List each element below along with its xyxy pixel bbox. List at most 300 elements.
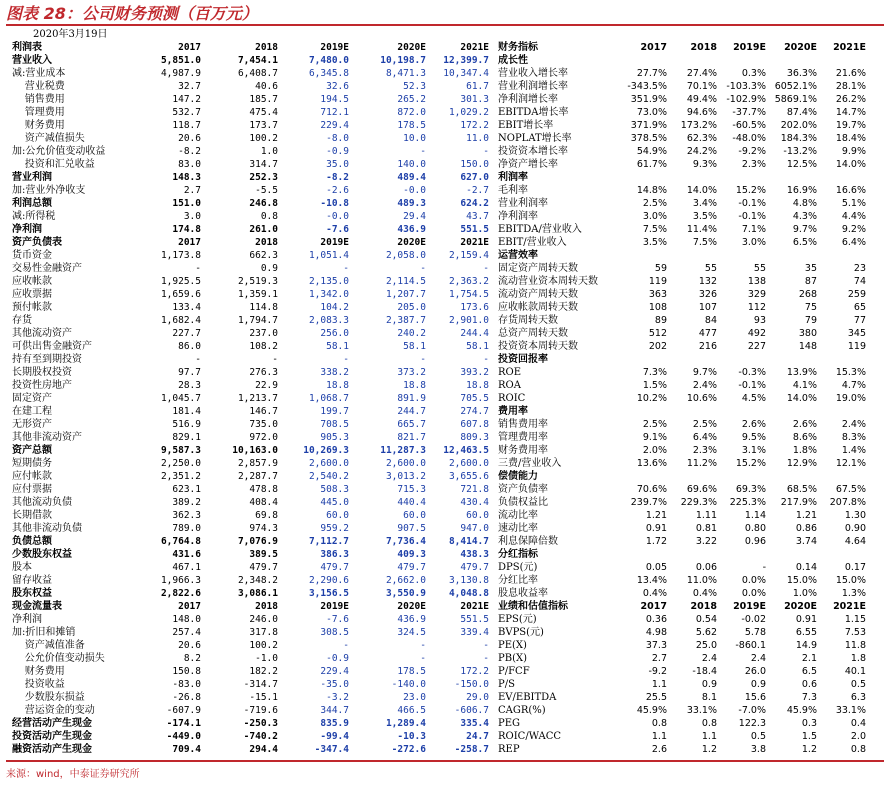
left-table-cell: 7,112.7 (308, 535, 349, 547)
left-table-cell: 2020E (397, 600, 426, 612)
left-table-cell: 7,454.1 (237, 54, 278, 66)
left-table-cell: 274.7 (460, 405, 489, 417)
right-table-cell: 1.15 (844, 613, 866, 625)
left-table-cell: 52.3 (403, 80, 426, 92)
right-table-row (496, 340, 868, 353)
left-table-cell: 2,348.2 (237, 574, 278, 586)
right-table-cell: 1.1 (701, 730, 717, 742)
right-table-cell: -0.1% (738, 379, 766, 391)
left-table-cell: 489.3 (397, 197, 426, 209)
right-table-cell: 14.0% (686, 184, 717, 196)
left-table-cell: -83.0 (172, 678, 201, 690)
right-table-cell (819, 548, 868, 561)
left-table-cell: 2019E (320, 236, 349, 248)
left-table-row (10, 470, 491, 483)
left-table-row (10, 652, 491, 665)
left-table-cell: 227.7 (172, 327, 201, 339)
left-table-cell: -0.0 (403, 184, 426, 196)
right-table-row-label: EBITDA增长率 (498, 106, 569, 118)
right-table-row-label: ROA (498, 379, 521, 391)
right-table-cell: 68.5% (786, 483, 817, 495)
left-table-row (10, 444, 491, 457)
right-table-row-label: EPS(元) (498, 613, 537, 625)
right-table-row (496, 327, 868, 340)
left-table-row-label: 可供出售金融资产 (12, 340, 92, 352)
left-table-cell: -99.4 (320, 730, 349, 742)
right-table-row-label: ROIC/WACC (498, 730, 562, 742)
left-table-row (10, 405, 491, 418)
left-table-cell: 821.7 (397, 431, 426, 443)
left-table-cell: 436.9 (397, 613, 426, 625)
right-table-cell: 108 (648, 301, 667, 313)
right-table-row-label: NOPLAT增长率 (498, 132, 572, 144)
right-table-cell: -0.1% (738, 197, 766, 209)
left-table-cell: -5.5 (255, 184, 278, 196)
right-table-row (496, 249, 868, 262)
left-table-cell: 43.7 (466, 210, 489, 222)
right-table-row (496, 392, 868, 405)
right-table-cell (819, 405, 868, 418)
right-table-cell: 345 (847, 327, 866, 339)
right-table-cell: 23 (853, 262, 866, 274)
right-table-cell (768, 548, 819, 561)
right-table-cell: 0.8 (850, 743, 866, 755)
left-table-cell: 891.9 (397, 392, 426, 404)
left-table-row-label: 利润总额 (12, 197, 52, 209)
right-table-row-label: 流动比率 (498, 509, 538, 521)
left-table-row-label: 投资收益 (12, 678, 65, 690)
right-table-cell: 4.7% (841, 379, 866, 391)
right-table-row-label: 流动资产周转天数 (498, 288, 578, 300)
left-table-cell: -10.8 (320, 197, 349, 209)
right-table-cell: 2018 (690, 600, 717, 612)
left-table-cell: 61.7 (466, 80, 489, 92)
right-table-cell: 4.5% (741, 392, 766, 404)
right-table-row (496, 80, 868, 93)
left-table-cell: 665.7 (397, 418, 426, 430)
right-table-row-label: 管理费用率 (498, 431, 548, 443)
right-table-cell (819, 54, 868, 67)
left-table-cell: 146.7 (249, 405, 278, 417)
left-table-cell: 479.7 (249, 561, 278, 573)
right-table-cell: 13.4% (636, 574, 667, 586)
left-table-cell: 551.5 (460, 613, 489, 625)
left-table-row-label: 留存收益 (12, 574, 52, 586)
right-table-row (496, 262, 868, 275)
right-table-cell: 4.3% (792, 210, 817, 222)
right-table-cell: -103.3% (726, 80, 766, 92)
left-table-row (10, 223, 491, 236)
right-table-cell (669, 405, 719, 418)
right-table-cell: 11.8 (844, 639, 866, 651)
left-table-cell: 436.9 (397, 223, 426, 235)
right-table-cell: 9.7% (692, 366, 717, 378)
left-table-cell: 308.5 (320, 626, 349, 638)
left-table-row-label: 加:公允价值变动收益 (12, 145, 106, 157)
left-table-cell: 1,068.7 (308, 392, 349, 404)
left-table-cell: 58.1 (466, 340, 489, 352)
left-table-cell: 1,794.7 (237, 314, 278, 326)
right-table-cell: 18.4% (835, 132, 866, 144)
left-table-cell: 104.2 (320, 301, 349, 313)
right-table-cell: 3.5% (642, 236, 667, 248)
right-table-row-label: EBITDA/营业收入 (498, 223, 582, 235)
right-table-cell: -9.2% (738, 145, 766, 157)
right-table-cell: 138 (747, 275, 766, 287)
left-table-cell: 114.8 (249, 301, 278, 313)
left-table-cell: 393.2 (460, 366, 489, 378)
left-table-cell: -174.1 (166, 717, 201, 729)
left-table-row-label: 销售费用 (12, 93, 65, 105)
right-table-cell: 69.6% (686, 483, 717, 495)
right-table-cell: 45.9% (786, 704, 817, 716)
right-table-row-label: 投资资本周转天数 (498, 340, 578, 352)
left-table-cell: -8.2 (326, 171, 349, 183)
right-table-cell: -343.5% (627, 80, 667, 92)
right-table-row-label: 费用率 (498, 405, 528, 417)
right-table-row (496, 717, 868, 730)
right-table-row-label: ROE (498, 366, 522, 378)
right-table-cell: 7.1% (741, 223, 766, 235)
left-table-cell: 8.2 (183, 652, 201, 664)
left-table-cell: 431.6 (172, 548, 201, 560)
left-table-row-label: 货币资金 (12, 249, 52, 261)
left-table-row-label: 应收票据 (12, 288, 52, 300)
left-table-cell: 1,207.7 (385, 288, 426, 300)
left-table-cell: 1,682.4 (160, 314, 201, 326)
right-table-row-label: 净利润率 (498, 210, 538, 222)
right-table-cell: 55 (704, 262, 717, 274)
right-table-row-label: DPS(元) (498, 561, 538, 573)
right-table-cell: 1.72 (645, 535, 667, 547)
right-table-cell: 1.21 (795, 509, 817, 521)
left-table-row (10, 93, 491, 106)
right-table-cell: 0.3% (741, 67, 766, 79)
left-table-row (10, 314, 491, 327)
left-table-row-label: 股东权益 (12, 587, 52, 599)
right-table-row-label: 分红比率 (498, 574, 538, 586)
right-table-cell (620, 470, 669, 483)
left-table-cell: -7.6 (326, 613, 349, 625)
left-table-cell: 11,287.3 (380, 444, 426, 456)
right-table-cell: 75 (804, 301, 817, 313)
left-table-cell: 3,013.2 (385, 470, 426, 482)
left-table-cell: 133.4 (172, 301, 201, 313)
right-table-row (496, 366, 868, 379)
right-table-cell: 0.91 (645, 522, 667, 534)
left-table-cell: 445.0 (320, 496, 349, 508)
left-table-cell: 2019E (320, 41, 349, 53)
right-table-cell: 1.2 (801, 743, 817, 755)
left-table-cell: 3,086.1 (237, 587, 278, 599)
right-table-row (496, 470, 868, 483)
left-table-cell: -8.2 (178, 145, 201, 157)
left-table-row (10, 626, 491, 639)
left-table-cell: 373.2 (397, 366, 426, 378)
left-table-cell: 3,130.8 (448, 574, 489, 586)
left-table-cell: 7,736.4 (385, 535, 426, 547)
right-table-cell: 14.8% (636, 184, 667, 196)
right-table-cell: 55 (753, 262, 766, 274)
left-table-row-label: 投资性房地产 (12, 379, 72, 391)
right-table-cell: 1.1 (651, 730, 667, 742)
right-table-row (496, 743, 868, 756)
left-table-cell: 240.2 (397, 327, 426, 339)
right-table-cell (719, 470, 768, 483)
left-table-cell: 1,051.4 (308, 249, 349, 261)
left-table-cell: 18.8 (326, 379, 349, 391)
left-table-cell: 2,822.6 (160, 587, 201, 599)
left-table-cell: 314.7 (249, 158, 278, 170)
right-table-cell: 69.3% (735, 483, 766, 495)
left-table-cell: 301.3 (460, 93, 489, 105)
right-table-cell: 229.3% (680, 496, 717, 508)
right-table-cell (768, 405, 819, 418)
right-table-cell: 0.0% (741, 574, 766, 586)
right-table-cell: 79 (804, 314, 817, 326)
right-table-row (496, 457, 868, 470)
left-table-cell: -607.9 (166, 704, 201, 716)
left-table-cell: 199.7 (320, 405, 349, 417)
right-table-cell: 73.0% (636, 106, 667, 118)
left-table-cell: 1.0 (260, 145, 278, 157)
right-table-cell: 0.17 (844, 561, 866, 573)
left-table-cell: 1,659.6 (160, 288, 201, 300)
right-table-row (496, 548, 868, 561)
right-table-cell: 380 (798, 327, 817, 339)
right-table-cell (768, 54, 819, 67)
right-table-row (496, 730, 868, 743)
right-table-cell (768, 171, 819, 184)
right-table-cell: 2.5% (642, 197, 667, 209)
right-table-cell: 7.5% (692, 236, 717, 248)
left-table-cell: 10,269.3 (303, 444, 349, 456)
left-table-cell: 173.6 (460, 301, 489, 313)
left-table-row-label: 长期股权投资 (12, 366, 72, 378)
right-table-cell: 107 (698, 301, 717, 313)
left-table-row (10, 717, 491, 730)
right-table-row (496, 522, 868, 535)
right-table-cell: 70.1% (686, 80, 717, 92)
left-table-cell: 2021E (460, 41, 489, 53)
right-table-row (496, 67, 868, 80)
left-table-cell: 58.1 (326, 340, 349, 352)
left-table-cell: 335.4 (460, 717, 489, 729)
right-table-cell (620, 249, 669, 262)
left-table-row (10, 535, 491, 548)
left-table-cell: -0.0 (326, 210, 349, 222)
left-table-row (10, 80, 491, 93)
right-table-cell: 112 (747, 301, 766, 313)
left-table-row-label: 减:营业成本 (12, 67, 66, 79)
right-table-cell: 28.1% (835, 80, 866, 92)
right-table-row-label: 净资产增长率 (498, 158, 558, 170)
left-table-cell: -140.0 (391, 678, 426, 690)
right-table-cell: 1.21 (645, 509, 667, 521)
right-table-row-label: PE(X) (498, 639, 527, 651)
right-table-cell: 2.3% (692, 444, 717, 456)
right-table-cell: 3.4% (692, 197, 717, 209)
right-table-cell: 12.9% (786, 457, 817, 469)
right-table-cell (620, 548, 669, 561)
right-table-cell: 27.4% (686, 67, 717, 79)
left-table-cell: 1,029.2 (448, 106, 489, 118)
right-table-cell: -48.0% (732, 132, 766, 144)
right-table-cell: 4.8% (792, 197, 817, 209)
left-table-cell: 4,048.8 (448, 587, 489, 599)
right-table-cell: 14.0% (786, 392, 817, 404)
right-table-cell: 4.98 (645, 626, 667, 638)
right-table-cell: 40.1 (844, 665, 866, 677)
left-table-cell: 339.4 (460, 626, 489, 638)
left-table-row (10, 483, 491, 496)
right-table-row-label: EBIT/营业收入 (498, 236, 567, 248)
right-table-cell: 2019E (733, 41, 766, 53)
right-table-cell: 6.5% (792, 236, 817, 248)
left-table-row (10, 457, 491, 470)
left-table-row-label: 营运资金的变动 (12, 704, 95, 716)
right-table-cell: 351.9% (630, 93, 667, 105)
right-table-cell: 0.9 (701, 678, 717, 690)
left-table-cell: - (420, 353, 426, 365)
left-table-cell: 872.0 (397, 106, 426, 118)
right-table-cell: 36.3% (786, 67, 817, 79)
left-table-row (10, 301, 491, 314)
right-table-cell: 492 (747, 327, 766, 339)
right-table-row-label: CAGR(%) (498, 704, 546, 716)
left-table-cell: 362.3 (172, 509, 201, 521)
right-table-cell: 25.0 (695, 639, 717, 651)
right-table-row (496, 379, 868, 392)
left-table-cell: 721.8 (460, 483, 489, 495)
left-table-row (10, 119, 491, 132)
right-table-cell (819, 353, 868, 366)
right-table-row-label: EBIT增长率 (498, 119, 554, 131)
left-table-cell: 237.0 (249, 327, 278, 339)
left-table-row (10, 41, 491, 54)
left-table-cell: 2,351.2 (160, 470, 201, 482)
left-table-cell: 1,289.4 (385, 717, 426, 729)
right-table-cell: 2.0% (642, 444, 667, 456)
left-table-cell: 252.3 (249, 171, 278, 183)
left-table-cell: -2.7 (466, 184, 489, 196)
left-table-cell: 244.4 (460, 327, 489, 339)
left-table-cell: 907.5 (397, 522, 426, 534)
right-table-row (496, 41, 868, 54)
right-table-cell: 202.0% (780, 119, 817, 131)
left-table-cell: 205.0 (397, 301, 426, 313)
left-table-row-label: 减:所得税 (12, 210, 56, 222)
left-table-cell: 2019E (320, 600, 349, 612)
right-table-row (496, 236, 868, 249)
left-table-cell: 2,135.0 (308, 275, 349, 287)
right-table-row (496, 54, 868, 67)
left-table-cell: 1,342.0 (308, 288, 349, 300)
left-table-cell: 2,662.0 (385, 574, 426, 586)
left-table-cell: 6,764.8 (160, 535, 201, 547)
left-table-cell: 624.2 (460, 197, 489, 209)
right-table-row (496, 353, 868, 366)
right-table-cell: 49.4% (686, 93, 717, 105)
right-table-row-label: 毛利率 (498, 184, 528, 196)
left-table-row-label: 营业收入 (12, 54, 52, 66)
left-table-cell: 6,408.7 (237, 67, 278, 79)
left-table-row-label: 投资活动产生现金 (12, 730, 92, 742)
right-table-row (496, 210, 868, 223)
left-table-cell: - (272, 353, 278, 365)
right-table-cell: 3.0% (741, 236, 766, 248)
left-table-row-label: 投资和汇兑收益 (12, 158, 95, 170)
right-table-cell: 122.3 (738, 717, 766, 729)
left-table-cell: 32.6 (326, 80, 349, 92)
left-table-row (10, 418, 491, 431)
right-table-cell (669, 548, 719, 561)
left-table-cell: 10,163.0 (232, 444, 278, 456)
left-table-cell: 20.6 (178, 639, 201, 651)
right-table-cell: 45.9% (636, 704, 667, 716)
right-table-cell: 9.1% (642, 431, 667, 443)
left-table-cell: -8.0 (326, 132, 349, 144)
left-table-cell: 29.0 (466, 691, 489, 703)
left-table-cell: 2,600.0 (308, 457, 349, 469)
left-table-row (10, 691, 491, 704)
right-table-cell: 2020E (784, 600, 817, 612)
left-table-cell: 789.0 (172, 522, 201, 534)
left-table-row-label: 存货 (12, 314, 32, 326)
left-table-cell: 2,250.0 (160, 457, 201, 469)
right-table-row-label: 应收帐款周转天数 (498, 301, 578, 313)
left-table-cell: 2.7 (183, 184, 201, 196)
left-table-cell: 32.7 (178, 80, 201, 92)
left-table-row (10, 132, 491, 145)
left-table-cell: 147.2 (172, 93, 201, 105)
left-table-cell: 246.8 (249, 197, 278, 209)
right-table-cell: 363 (648, 288, 667, 300)
right-table-cell: 14.0% (835, 158, 866, 170)
left-table-cell: 479.7 (320, 561, 349, 573)
right-table-row-label: 存货周转天数 (498, 314, 558, 326)
left-table-row-label: 预付帐款 (12, 301, 52, 313)
left-table-cell: 10.0 (403, 132, 426, 144)
left-table-row-label: 营业税费 (12, 80, 65, 92)
right-table-cell: 6.4% (841, 236, 866, 248)
left-table-cell: 2,114.5 (385, 275, 426, 287)
left-table-row-label: 持有至到期投资 (12, 353, 82, 365)
right-table-cell: 11.0% (686, 574, 717, 586)
left-table-cell: 10,198.7 (380, 54, 426, 66)
right-table-row (496, 574, 868, 587)
left-table-cell: - (420, 145, 426, 157)
right-table-cell: -860.1 (735, 639, 766, 651)
left-table-cell: 0.8 (260, 210, 278, 222)
right-table-cell: 7.3 (801, 691, 817, 703)
right-table-cell: 0.90 (844, 522, 866, 534)
left-table-row (10, 54, 491, 67)
left-table-cell: 809.3 (460, 431, 489, 443)
left-table-cell: 440.4 (397, 496, 426, 508)
left-table-cell: 2021E (460, 236, 489, 248)
left-table-row-label: 资产总额 (12, 444, 52, 456)
left-table-row (10, 171, 491, 184)
left-table-cell: 100.2 (249, 132, 278, 144)
right-table-cell: 259 (847, 288, 866, 300)
right-table-cell: 5.78 (744, 626, 766, 638)
left-table-row (10, 431, 491, 444)
right-table-cell: 0.05 (645, 561, 667, 573)
right-table-cell: -102.9% (726, 93, 766, 105)
left-table-row (10, 340, 491, 353)
left-table-row-label: 长期借款 (12, 509, 52, 521)
